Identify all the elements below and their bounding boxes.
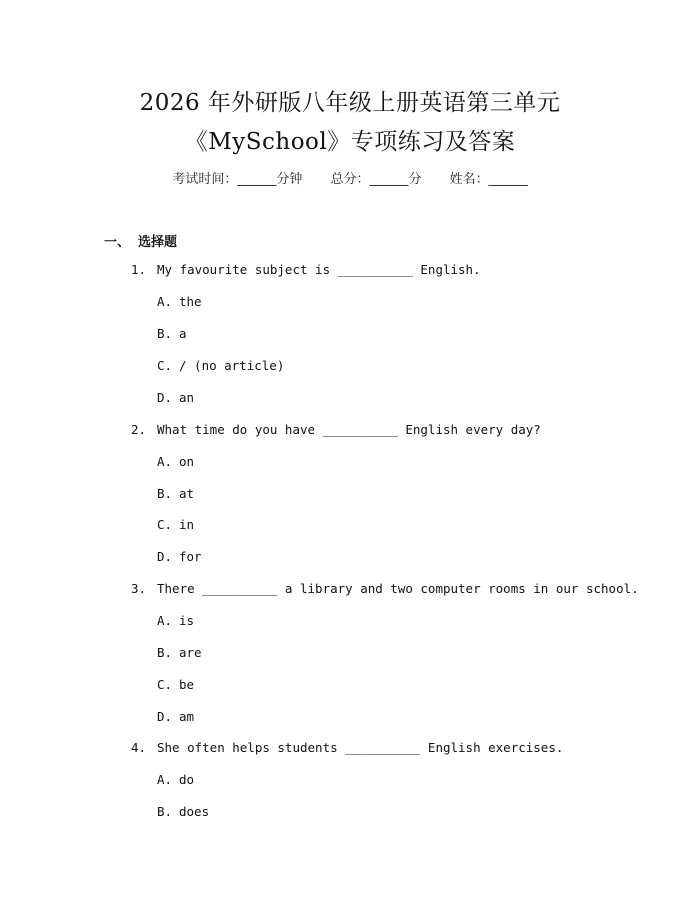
option-4b [157, 804, 209, 819]
option-letter: B. [157, 804, 173, 819]
option-text: am [179, 709, 195, 724]
option-text: is [179, 613, 195, 628]
name-field: 姓名：______ [449, 172, 528, 187]
question-number: 1. [131, 262, 147, 277]
section-heading [104, 231, 177, 250]
option-4a [157, 772, 194, 787]
option-1b [157, 326, 187, 341]
question-3 [131, 581, 639, 596]
option-text: in [179, 517, 195, 532]
option-letter: A. [157, 613, 173, 628]
option-letter: B. [157, 326, 173, 341]
question-number: 3. [131, 581, 147, 596]
option-letter: B. [157, 645, 173, 660]
option-2b [157, 486, 194, 501]
option-text: do [179, 772, 195, 787]
option-letter: C. [157, 517, 173, 532]
option-2d [157, 549, 202, 564]
option-3a [157, 613, 194, 628]
option-letter: A. [157, 294, 173, 309]
option-text: the [179, 294, 202, 309]
option-text: be [179, 677, 195, 692]
option-letter: D. [157, 549, 173, 564]
question-text: She often helps students __________ English exercises. [157, 740, 564, 755]
option-text: an [179, 390, 195, 405]
option-2c [157, 517, 194, 532]
option-1a [157, 294, 202, 309]
question-number: 2. [131, 422, 147, 437]
question-4 [131, 740, 563, 755]
exam-info-row [0, 168, 700, 187]
option-1c [157, 358, 284, 373]
option-text: at [179, 486, 195, 501]
option-letter: A. [157, 772, 173, 787]
option-letter: C. [157, 677, 173, 692]
option-3c [157, 677, 194, 692]
question-number: 4. [131, 740, 147, 755]
option-1d [157, 390, 194, 405]
document-title-line-2: 《MySchool》专项练习及答案 [184, 129, 516, 155]
total-score-field: 总分：______分 [330, 172, 422, 187]
option-letter: C. [157, 358, 173, 373]
option-text: / (no article) [179, 358, 285, 373]
option-3b [157, 645, 202, 660]
option-text: on [179, 454, 195, 469]
section-number: 一、 [104, 235, 131, 250]
exam-time-field: 考试时间：______分钟 [172, 172, 303, 187]
option-letter: D. [157, 709, 173, 724]
option-text: does [179, 804, 210, 819]
section-title: 选择题 [138, 235, 178, 250]
option-letter: B. [157, 486, 173, 501]
option-letter: D. [157, 390, 173, 405]
option-text: are [179, 645, 202, 660]
document-title-line-1: 2026 年外研版八年级上册英语第三单元 [139, 90, 561, 116]
option-2a [157, 454, 194, 469]
question-text: There __________ a library and two computer rooms in our school. [157, 581, 639, 596]
option-text: for [179, 549, 202, 564]
question-1 [131, 262, 481, 277]
question-text: My favourite subject is __________ English. [157, 262, 481, 277]
question-text: What time do you have __________ English every day? [157, 422, 541, 437]
question-2 [131, 422, 541, 437]
option-3d [157, 709, 194, 724]
option-letter: A. [157, 454, 173, 469]
option-text: a [179, 326, 187, 341]
